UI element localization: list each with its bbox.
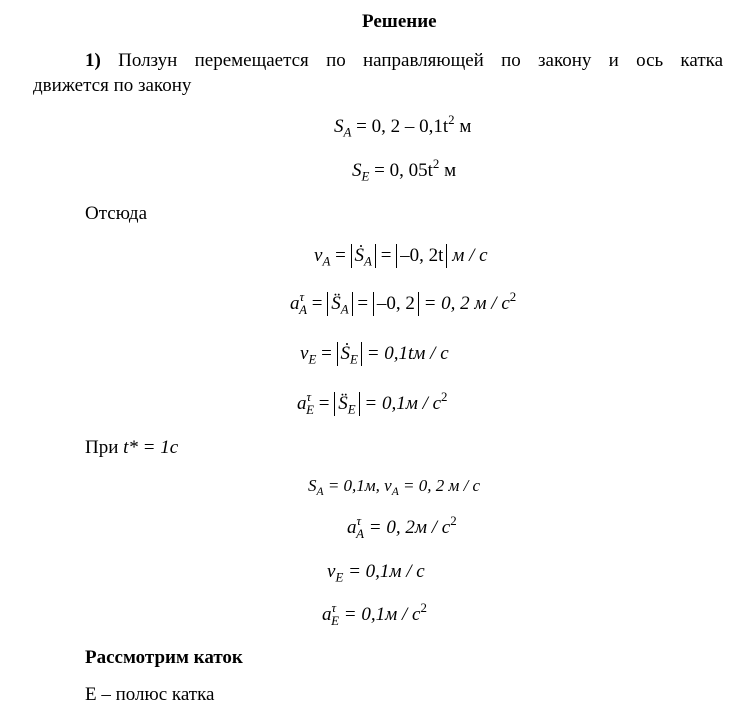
intro-line-1 [85,50,723,72]
value-ae: $a^\tau_E = 0,1м / с^2$ [322,600,427,628]
equation-va: $v_A$ = Ṡ$_A$ = –0, 2t м / с [314,245,488,269]
item-number: 1) [85,50,101,71]
equation-aa: $a^\tau_A$ = $S̈_A = -0$, 2 = 0, 2 м / $с^2$ [290,289,517,317]
value-aa: $a^\tau_A = 0$, $2м / с^2$ [347,513,457,541]
value-ve: $v_E = 0,1м / с$ [327,561,425,585]
page-title: Решение [362,11,437,32]
section-heading: Рассмотрим каток [85,647,243,668]
equation-ae: $a^\tau_E$ = $S̈_E = 0,1м / с^2$ [297,389,448,417]
pri-line: При t* = 1с [85,437,179,458]
equation-sa: $S_A = 0$, $2 - 0,1t^2$ м [334,112,472,140]
equation-ve: $v_E$ = Ṡ$_E$ = 0,1tм / с [300,343,449,367]
intro-line-2: движется по закону [33,75,192,96]
otsyuda-label: Отсюда [85,203,148,224]
equation-se: $S_E = 0$, $05t^2$ м [352,156,457,184]
intro-text-1: Ползун перемещается по направляющей по закону и ось катка [118,50,724,71]
values-sa-va: $S_A = 0,1м$, $v_A = 0$, 2 м / с [308,476,481,499]
pole-line: Е – полюс катка [85,684,215,705]
